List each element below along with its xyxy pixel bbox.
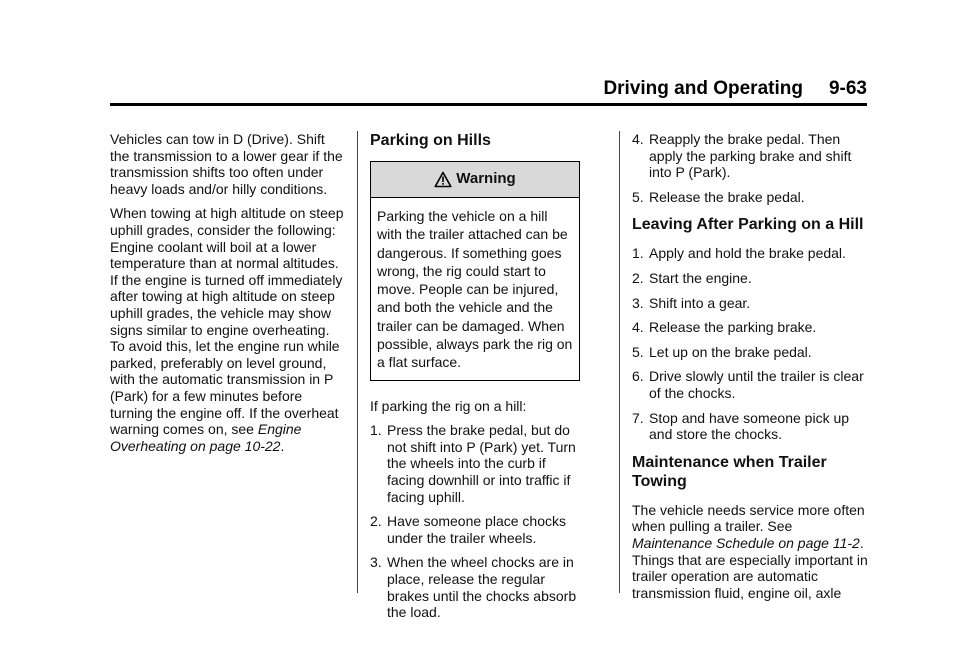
warning-header (371, 162, 579, 198)
warning-title: Warning (456, 170, 516, 188)
list-item: 1. Apply and hold the brake pedal. (632, 245, 846, 262)
section-heading: Leaving After Parking on a Hill (632, 216, 864, 234)
column-divider (619, 131, 620, 593)
section-title: Driving and Operating (603, 78, 803, 99)
column-left (110, 131, 345, 462)
list-item: 6. Drive slowly until the trailer is clear of the chocks. (632, 368, 864, 401)
cross-reference: Maintenance Schedule on page 11-2 (632, 534, 860, 551)
list-item: 5. Release the brake pedal. (632, 188, 805, 205)
paragraph: Vehicles can tow in D (Drive). Shift the transmission to a lower gear if the transmission shifts too often under heavy loads and/or hilly conditions. (110, 131, 343, 197)
list-item: 4. Release the parking brake. (632, 319, 817, 336)
step-list (632, 245, 872, 442)
list-item: 2. Have someone place chocks under the trailer wheels. (370, 513, 566, 546)
paragraph: If parking the rig on a hill: (370, 397, 527, 414)
paragraph: When towing at high altitude on steep uphill grades, consider the following: Engine coolant will boil at a lower temperature than at normal altitudes. If the engine is turned off immediately after towing at high altitude on steep uphill grades, the vehicle may show signs similar to engine overheating. To avoid this, let the engine run while parked, preferably on level ground, with the automatic transmission in P (Park) for a few minutes before turning the engine off. If the overheat warning comes on, see Engine Overheating on page 10-22. (110, 205, 344, 454)
list-item: 4. Reapply the brake pedal. Then apply the parking brake and shift into P (Park). (632, 131, 852, 181)
page-header (110, 78, 867, 100)
column-right (632, 131, 872, 609)
header-rule (110, 103, 867, 106)
list-item: 3. Shift into a gear. (632, 294, 751, 311)
cross-reference: Engine Overheating on page 10-22 (110, 421, 302, 454)
list-item: 5. Let up on the brake pedal. (632, 343, 812, 360)
warning-text: Parking the vehicle on a hill with the trailer attached can be dangerous. If something goes wrong, the rig could start to move. People can be injured, and both the vehicle and the trailer can be damaged. When possible, always park the rig on a flat surface. (377, 208, 573, 371)
paragraph: The vehicle needs service more often when pulling a trailer. See Maintenance Schedule on page 11-2. Things that are especially important in trailer operation are automatic transmission fluid, engine oil, axle (632, 501, 868, 601)
list-item: 2. Start the engine. (632, 269, 752, 286)
section-heading: Maintenance when Trailer Towing (632, 453, 827, 490)
warning-triangle-icon (434, 171, 452, 188)
column-divider (357, 131, 358, 593)
section-heading: Parking on Hills (370, 132, 491, 149)
warning-box (370, 161, 580, 381)
step-list (632, 131, 872, 205)
column-middle (370, 131, 584, 629)
step-list (370, 422, 584, 621)
page-number: 9-63 (828, 78, 867, 99)
list-item: 3. When the wheel chocks are in place, release the regular brakes until the chocks absorb the load. (370, 554, 577, 621)
list-item: 7. Stop and have someone pick up and store the chocks. (632, 409, 850, 443)
list-item: 1. Press the brake pedal, but do not shift into P (Park) yet. Turn the wheels into the curb if facing downhill or into traffic if facing uphill. (370, 422, 576, 505)
